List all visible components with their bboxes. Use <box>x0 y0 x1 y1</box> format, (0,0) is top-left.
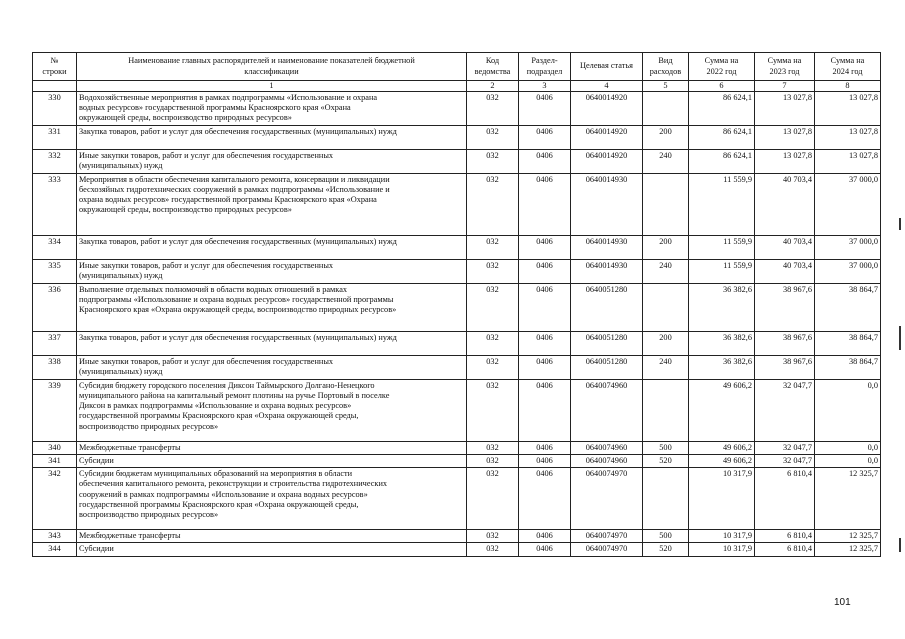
target-article-cell: 0640014930 <box>571 236 643 260</box>
expense-kind-cell: 500 <box>643 442 689 455</box>
sum-2023-cell: 13 027,8 <box>755 92 815 126</box>
sum-2022-cell: 11 559,9 <box>689 260 755 284</box>
name-cell <box>77 380 467 442</box>
expense-kind-cell <box>643 284 689 332</box>
expense-kind-cell: 240 <box>643 356 689 380</box>
section-cell: 0406 <box>519 150 571 174</box>
department-code-cell: 032 <box>467 150 519 174</box>
column-number: 8 <box>815 81 881 92</box>
department-code-cell: 032 <box>467 332 519 356</box>
section-cell: 0406 <box>519 284 571 332</box>
sum-2022-cell: 86 624,1 <box>689 150 755 174</box>
expense-kind-cell <box>643 380 689 442</box>
row-number-cell: 339 <box>33 380 77 442</box>
row-number-cell: 335 <box>33 260 77 284</box>
row-number-cell: 336 <box>33 284 77 332</box>
sum-2024-cell: 12 325,7 <box>815 543 881 556</box>
section-cell: 0406 <box>519 442 571 455</box>
name-line: (муниципальных) нужд <box>79 367 163 377</box>
row-number-cell: 342 <box>33 468 77 530</box>
table-row <box>33 284 881 332</box>
scan-edge-mark <box>899 326 901 350</box>
table-body <box>33 92 881 556</box>
sum-2024-cell: 38 864,7 <box>815 332 881 356</box>
header-name: Наименование главных распорядителей и наименование показателей бюджетной классификации <box>77 53 467 81</box>
name-line: водных ресурсов» государственной программы Красноярского края «Охрана <box>79 103 351 113</box>
column-number-empty <box>33 81 77 92</box>
expense-kind-cell: 200 <box>643 126 689 150</box>
scan-edge-mark <box>899 218 901 230</box>
expense-kind-cell <box>643 92 689 126</box>
section-cell: 0406 <box>519 236 571 260</box>
sum-2024-cell: 37 000,0 <box>815 236 881 260</box>
sum-2023-cell: 32 047,7 <box>755 442 815 455</box>
department-code-cell: 032 <box>467 380 519 442</box>
name-cell <box>77 150 467 174</box>
column-number: 1 <box>77 81 467 92</box>
expense-kind-cell: 520 <box>643 455 689 468</box>
sum-2024-cell: 37 000,0 <box>815 174 881 236</box>
name-cell <box>77 356 467 380</box>
table-row <box>33 468 881 530</box>
name-line: (муниципальных) нужд <box>79 161 163 171</box>
table-row <box>33 236 881 260</box>
name-cell <box>77 126 467 150</box>
sum-2024-cell: 0,0 <box>815 442 881 455</box>
sum-2024-cell: 38 864,7 <box>815 284 881 332</box>
section-cell: 0406 <box>519 92 571 126</box>
name-line: Диксон в рамках подпрограммы «Использование и охрана водных ресурсов» <box>79 401 352 411</box>
department-code-cell: 032 <box>467 284 519 332</box>
name-cell <box>77 468 467 530</box>
row-number-cell: 341 <box>33 455 77 468</box>
sum-2024-cell: 38 864,7 <box>815 356 881 380</box>
sum-2024-cell: 0,0 <box>815 455 881 468</box>
table-row <box>33 332 881 356</box>
name-cell <box>77 332 467 356</box>
name-cell <box>77 530 467 543</box>
name-line: Закупка товаров, работ и услуг для обеспечения государственных (муниципальных) нужд <box>79 127 397 137</box>
target-article-cell: 0640074970 <box>571 468 643 530</box>
name-line: Иные закупки товаров, работ и услуг для обеспечения государственных <box>79 151 334 161</box>
name-line: Межбюджетные трансферты <box>79 443 181 453</box>
table-row <box>33 174 881 236</box>
department-code-cell: 032 <box>467 468 519 530</box>
name-line: бесхозяйных гидротехнических сооружений в рамках подпрограммы «Использование и <box>79 185 390 195</box>
sum-2023-cell: 38 967,6 <box>755 332 815 356</box>
sum-2022-cell: 49 606,2 <box>689 442 755 455</box>
table-row <box>33 543 881 556</box>
row-number-cell: 334 <box>33 236 77 260</box>
header-target-article: Целевая статья <box>571 53 643 81</box>
budget-table <box>32 52 881 557</box>
target-article-cell: 0640051280 <box>571 332 643 356</box>
row-number-cell: 330 <box>33 92 77 126</box>
department-code-cell: 032 <box>467 92 519 126</box>
sum-2024-cell: 12 325,7 <box>815 530 881 543</box>
target-article-cell: 0640014920 <box>571 150 643 174</box>
name-line: Межбюджетные трансферты <box>79 531 181 541</box>
target-article-cell: 0640074960 <box>571 442 643 455</box>
expense-kind-cell: 240 <box>643 150 689 174</box>
sum-2024-cell: 0,0 <box>815 380 881 442</box>
section-cell: 0406 <box>519 174 571 236</box>
expense-kind-cell: 240 <box>643 260 689 284</box>
target-article-cell: 0640074960 <box>571 455 643 468</box>
sum-2022-cell: 36 382,6 <box>689 284 755 332</box>
column-number-row <box>33 81 881 92</box>
row-number-cell: 340 <box>33 442 77 455</box>
name-cell <box>77 174 467 236</box>
target-article-cell: 0640074970 <box>571 530 643 543</box>
sum-2023-cell: 6 810,4 <box>755 543 815 556</box>
row-number-cell: 343 <box>33 530 77 543</box>
row-number-cell: 344 <box>33 543 77 556</box>
sum-2023-cell: 38 967,6 <box>755 356 815 380</box>
name-line: Закупка товаров, работ и услуг для обеспечения государственных (муниципальных) нужд <box>79 237 397 247</box>
name-line: сооружений в рамках подпрограммы «Использование и охрана водных ресурсов» <box>79 489 368 499</box>
target-article-cell: 0640051280 <box>571 284 643 332</box>
column-number: 7 <box>755 81 815 92</box>
expense-kind-cell: 520 <box>643 543 689 556</box>
expense-kind-cell <box>643 468 689 530</box>
sum-2024-cell: 13 027,8 <box>815 92 881 126</box>
department-code-cell: 032 <box>467 442 519 455</box>
name-line: воспроизводство природных ресурсов» <box>79 509 219 519</box>
name-cell <box>77 92 467 126</box>
name-line: окружающей среды, воспроизводство природных ресурсов» <box>79 205 292 215</box>
department-code-cell: 032 <box>467 543 519 556</box>
row-number-cell: 333 <box>33 174 77 236</box>
row-number-cell: 331 <box>33 126 77 150</box>
target-article-cell: 0640014920 <box>571 126 643 150</box>
header-sum-2023: Сумма на 2023 год <box>755 53 815 81</box>
target-article-cell: 0640074970 <box>571 543 643 556</box>
target-article-cell: 0640014930 <box>571 260 643 284</box>
header-sum-2024: Сумма на 2024 год <box>815 53 881 81</box>
name-line: охрана водных ресурсов» государственной программы Красноярского края «Охрана <box>79 195 377 205</box>
table-row <box>33 530 881 543</box>
target-article-cell: 0640074960 <box>571 380 643 442</box>
table-row <box>33 380 881 442</box>
table-row <box>33 150 881 174</box>
sum-2023-cell: 13 027,8 <box>755 126 815 150</box>
sum-2022-cell: 11 559,9 <box>689 236 755 260</box>
row-number-cell: 338 <box>33 356 77 380</box>
section-cell: 0406 <box>519 530 571 543</box>
name-cell <box>77 455 467 468</box>
sum-2023-cell: 40 703,4 <box>755 236 815 260</box>
department-code-cell: 032 <box>467 236 519 260</box>
expense-kind-cell <box>643 174 689 236</box>
sum-2022-cell: 10 317,9 <box>689 543 755 556</box>
column-number: 2 <box>467 81 519 92</box>
name-cell <box>77 236 467 260</box>
sum-2023-cell: 32 047,7 <box>755 455 815 468</box>
sum-2023-cell: 13 027,8 <box>755 150 815 174</box>
page-number: 101 <box>834 597 851 608</box>
sum-2022-cell: 10 317,9 <box>689 530 755 543</box>
sum-2022-cell: 11 559,9 <box>689 174 755 236</box>
department-code-cell: 032 <box>467 356 519 380</box>
name-line: (муниципальных) нужд <box>79 271 163 281</box>
name-cell <box>77 442 467 455</box>
sum-2023-cell: 6 810,4 <box>755 468 815 530</box>
row-number-cell: 337 <box>33 332 77 356</box>
sum-2024-cell: 13 027,8 <box>815 150 881 174</box>
name-line: Красноярского края «Охрана окружающей среды, воспроизводство природных ресурсов» <box>79 305 397 315</box>
section-cell: 0406 <box>519 543 571 556</box>
table-row <box>33 260 881 284</box>
name-line: окружающей среды, воспроизводство природных ресурсов» <box>79 113 292 123</box>
department-code-cell: 032 <box>467 260 519 284</box>
name-cell <box>77 284 467 332</box>
section-cell: 0406 <box>519 468 571 530</box>
name-line: обеспечения капитального ремонта, реконструкции и строительства гидротехнических <box>79 479 388 489</box>
name-line: Иные закупки товаров, работ и услуг для обеспечения государственных <box>79 261 334 271</box>
table-row <box>33 455 881 468</box>
name-line: муниципального района на капитальный ремонт плотины на ручье Портовый в поселке <box>79 391 390 401</box>
name-line: Иные закупки товаров, работ и услуг для обеспечения государственных <box>79 357 334 367</box>
name-line: Субсидии <box>79 456 114 466</box>
name-line: воспроизводство природных ресурсов» <box>79 421 219 431</box>
name-line: Водохозяйственные мероприятия в рамках подпрограммы «Использование и охрана <box>79 93 378 103</box>
section-cell: 0406 <box>519 126 571 150</box>
sum-2022-cell: 36 382,6 <box>689 332 755 356</box>
section-cell: 0406 <box>519 380 571 442</box>
expense-kind-cell: 200 <box>643 236 689 260</box>
name-line: Выполнение отдельных полномочий в области водных отношений в рамках <box>79 285 348 295</box>
department-code-cell: 032 <box>467 126 519 150</box>
column-number: 3 <box>519 81 571 92</box>
column-number: 5 <box>643 81 689 92</box>
header-department-code: Код ведомства <box>467 53 519 81</box>
scan-edge-mark <box>899 538 901 552</box>
name-cell <box>77 260 467 284</box>
sum-2022-cell: 10 317,9 <box>689 468 755 530</box>
sum-2022-cell: 49 606,2 <box>689 380 755 442</box>
sum-2022-cell: 36 382,6 <box>689 356 755 380</box>
section-cell: 0406 <box>519 455 571 468</box>
header-expense-kind: Вид расходов <box>643 53 689 81</box>
department-code-cell: 032 <box>467 174 519 236</box>
column-number: 4 <box>571 81 643 92</box>
sum-2024-cell: 13 027,8 <box>815 126 881 150</box>
name-cell <box>77 543 467 556</box>
table-row <box>33 356 881 380</box>
sum-2022-cell: 86 624,1 <box>689 126 755 150</box>
section-cell: 0406 <box>519 356 571 380</box>
header-sum-2022: Сумма на 2022 год <box>689 53 755 81</box>
sum-2023-cell: 40 703,4 <box>755 174 815 236</box>
column-number: 6 <box>689 81 755 92</box>
table-row <box>33 126 881 150</box>
sum-2023-cell: 6 810,4 <box>755 530 815 543</box>
sum-2022-cell: 49 606,2 <box>689 455 755 468</box>
name-line: Субсидии <box>79 544 114 554</box>
sum-2024-cell: 12 325,7 <box>815 468 881 530</box>
section-cell: 0406 <box>519 260 571 284</box>
sum-2023-cell: 38 967,6 <box>755 284 815 332</box>
name-line: подпрограммы «Использование и охрана водных ресурсов» государственной программы <box>79 295 394 305</box>
table-header-row <box>33 53 881 81</box>
name-line: Закупка товаров, работ и услуг для обеспечения государственных (муниципальных) нужд <box>79 333 397 343</box>
expense-kind-cell: 200 <box>643 332 689 356</box>
section-cell: 0406 <box>519 332 571 356</box>
target-article-cell: 0640014920 <box>571 92 643 126</box>
budget-table-sheet <box>32 52 880 557</box>
target-article-cell: 0640051280 <box>571 356 643 380</box>
table-row <box>33 92 881 126</box>
sum-2023-cell: 32 047,7 <box>755 380 815 442</box>
name-line: государственной программы Красноярского края «Охрана окружающей среды, <box>79 499 359 509</box>
target-article-cell: 0640014930 <box>571 174 643 236</box>
header-row-number: № строки <box>33 53 77 81</box>
row-number-cell: 332 <box>33 150 77 174</box>
sum-2024-cell: 37 000,0 <box>815 260 881 284</box>
department-code-cell: 032 <box>467 530 519 543</box>
sum-2023-cell: 40 703,4 <box>755 260 815 284</box>
department-code-cell: 032 <box>467 455 519 468</box>
name-line: государственной программы Красноярского края «Охрана окружающей среды, <box>79 411 359 421</box>
table-row <box>33 442 881 455</box>
sum-2022-cell: 86 624,1 <box>689 92 755 126</box>
name-line: Мероприятия в области обеспечения капитального ремонта, консервации и ликвидации <box>79 175 390 185</box>
name-line: Субсидии бюджетам муниципальных образований на мероприятия в области <box>79 469 353 479</box>
expense-kind-cell: 500 <box>643 530 689 543</box>
name-line: Субсидия бюджету городского поселения Диксон Таймырского Долгано-Ненецкого <box>79 381 375 391</box>
header-section: Раздел- подраздел <box>519 53 571 81</box>
